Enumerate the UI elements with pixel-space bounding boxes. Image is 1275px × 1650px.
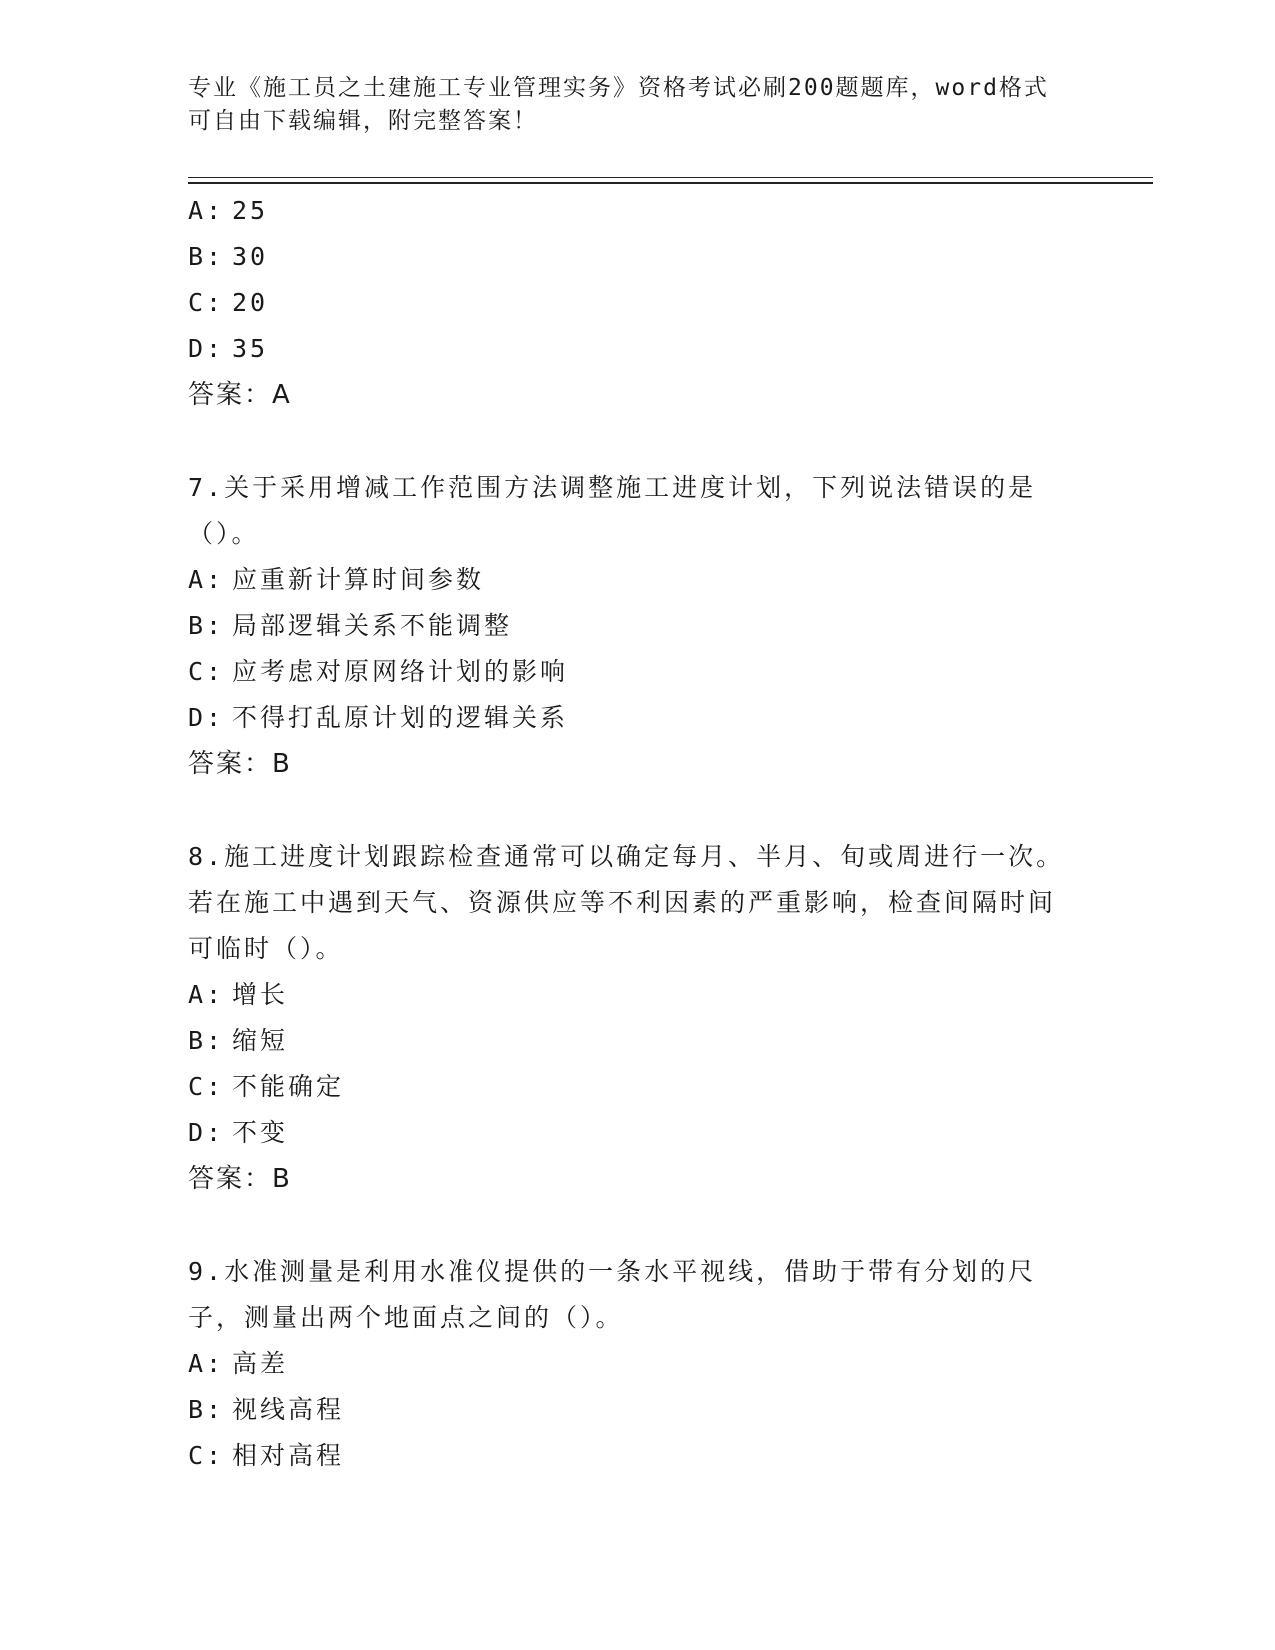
option-text: 不得打乱原计划的逻辑关系 — [232, 703, 569, 732]
option-text: 视线高程 — [232, 1395, 345, 1424]
answer-line: 答案：B — [188, 749, 292, 779]
option-text: 30 — [232, 242, 269, 271]
option-d — [188, 695, 1068, 741]
option-c — [188, 649, 1068, 695]
option-text: 25 — [232, 196, 269, 225]
option-text: 35 — [232, 334, 269, 363]
question-block-7 — [188, 465, 1068, 787]
question-text: 9.水准测量是利用水准仪提供的一条水平视线，借助于带有分划的尺子，测量出两个地面点之间的（）。 — [188, 1257, 1037, 1332]
option-text: 局部逻辑关系不能调整 — [232, 611, 513, 640]
option-a — [188, 1341, 1068, 1387]
option-letter: D: — [188, 1118, 225, 1147]
option-letter: A: — [188, 565, 225, 594]
option-a — [188, 188, 1068, 234]
option-c — [188, 280, 1068, 326]
option-letter: B: — [188, 1026, 225, 1055]
option-letter: C: — [188, 657, 225, 686]
answer-line: 答案：A — [188, 380, 292, 410]
option-text: 缩短 — [232, 1026, 289, 1055]
header-rule-thin — [188, 177, 1153, 178]
question-block-9 — [188, 1249, 1068, 1479]
option-letter: B: — [188, 242, 225, 271]
option-letter: B: — [188, 611, 225, 640]
option-b — [188, 603, 1068, 649]
answer-line: 答案：B — [188, 1164, 292, 1194]
document-header: 专业《施工员之土建施工专业管理实务》资格考试必刷200题题库，word格式可自由下载编辑，附完整答案！ — [188, 75, 1049, 134]
option-b — [188, 1018, 1068, 1064]
option-d — [188, 326, 1068, 372]
option-a — [188, 557, 1068, 603]
option-letter: A: — [188, 980, 225, 1009]
option-text: 相对高程 — [232, 1441, 345, 1470]
option-letter: D: — [188, 703, 225, 732]
question-list — [188, 188, 1068, 1479]
option-text: 高差 — [232, 1349, 289, 1378]
option-text: 不能确定 — [232, 1072, 345, 1101]
option-text: 增长 — [232, 980, 289, 1009]
option-a — [188, 972, 1068, 1018]
question-text: 7.关于采用增减工作范围方法调整施工进度计划，下列说法错误的是（）。 — [188, 473, 1037, 548]
option-c — [188, 1433, 1068, 1479]
option-text: 应考虑对原网络计划的影响 — [232, 657, 569, 686]
option-letter: B: — [188, 1395, 225, 1424]
option-letter: A: — [188, 196, 225, 225]
question-block-prev — [188, 188, 1068, 418]
option-letter: C: — [188, 1072, 225, 1101]
option-d — [188, 1110, 1068, 1156]
option-letter: C: — [188, 1441, 225, 1470]
header-rule-thick — [188, 182, 1153, 184]
option-b — [188, 234, 1068, 280]
option-letter: C: — [188, 288, 225, 317]
option-text: 应重新计算时间参数 — [232, 565, 485, 594]
option-letter: D: — [188, 334, 225, 363]
option-text: 20 — [232, 288, 269, 317]
option-c — [188, 1064, 1068, 1110]
option-letter: A: — [188, 1349, 225, 1378]
option-b — [188, 1387, 1068, 1433]
option-text: 不变 — [232, 1118, 289, 1147]
question-text: 8.施工进度计划跟踪检查通常可以确定每月、半月、旬或周进行一次。若在施工中遇到天气、资源供应等不利因素的严重影响，检查间隔时间可临时（）。 — [188, 842, 1065, 963]
question-block-8 — [188, 834, 1068, 1202]
